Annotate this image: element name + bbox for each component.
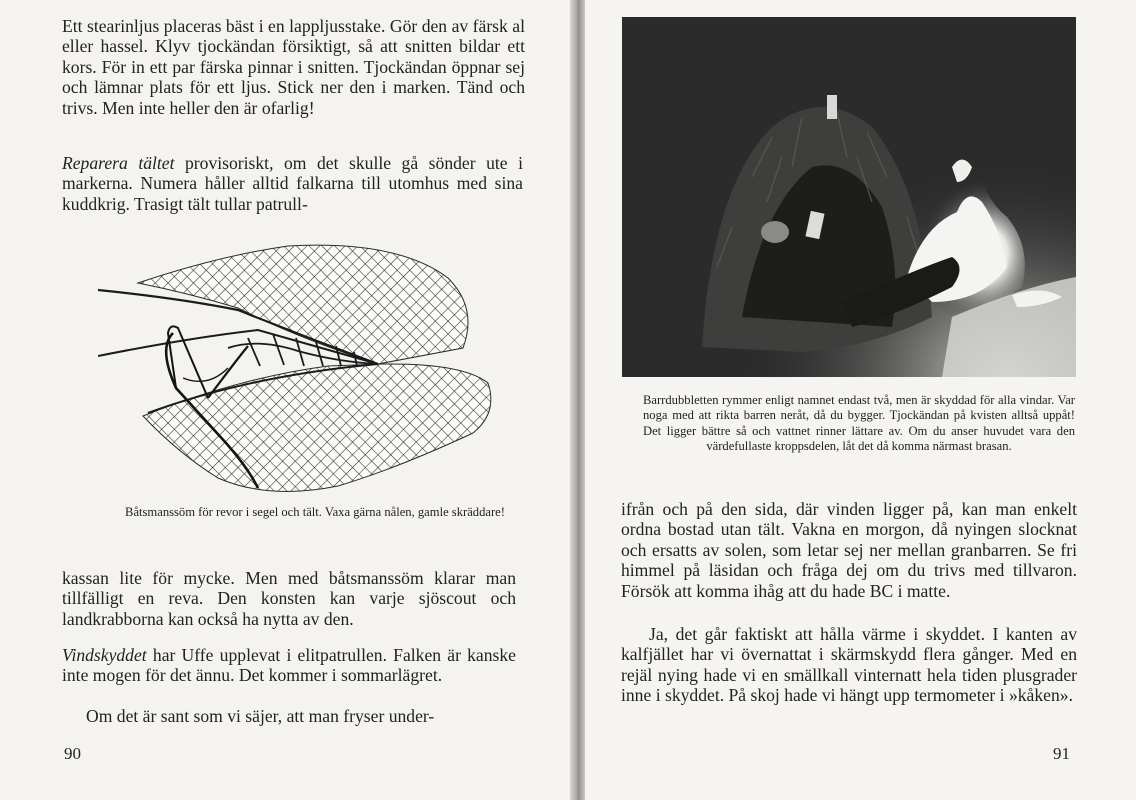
illustration-caption: Båtsmanssöm för revor i segel och tält. Vaxa gärna nålen, gamle skräddare! <box>125 505 505 519</box>
left-paragraph-3: kassan lite för mycke. Men med båtsmanssöm klarar man tillfälligt en reva. Den konsten kan varje sjöscout och landkrabborna kan också ha nytta av den. <box>62 568 516 629</box>
sewing-stitch-illustration <box>98 238 498 500</box>
left-paragraph-4-lead: Vindskyddet <box>62 645 147 665</box>
photo-caption: Barrdubbletten rymmer enligt namnet endast två, men är skyddad för alla vindar. Var noga med att rikta barren neråt, då du bygger. Tjockändan på kvisten alltså uppåt! Det ligger bättre så och vattnet rinner lättare av. Om du anser huvudet vara den värdefullaste kroppsdelen, låt det då komma närmast brasan. <box>643 393 1075 454</box>
left-paragraph-2-lead: Reparera tältet <box>62 153 175 173</box>
page-number-left: 90 <box>64 744 81 763</box>
right-paragraph-1: ifrån och på den sida, där vinden ligger på, kan man enkelt ordna bostad utan tält. Vakna en morgon, då nyingen slocknat och ersatts av solen, som letar sej ner mellan granbarren. Se fri himmel på läsidan och fråga dej om du trivs med tillvaron. Försök att komma ihåg att du hade BC i matte. <box>621 499 1077 601</box>
left-paragraph-1: Ett stearinljus placeras bäst i en lappljusstake. Gör den av färsk al eller hassel. Klyv tjockändan försiktigt, så att snitten bildar ett kors. För in ett par färska pinnar i snitten. Tjockändan öppnar sej och lämnar plats för ett ljus. Stick ner den i marken. Tänd och trivs. Men inte heller den är ofarlig! <box>62 16 525 118</box>
left-paragraph-4-rest: har Uffe upplevat i elitpatrullen. Falken är kanske inte mogen för det ännu. Det kommer i sommarlägret. <box>62 645 516 686</box>
left-paragraph-4 <box>62 645 516 686</box>
left-paragraph-2 <box>62 153 523 214</box>
fire-shelter-photo <box>622 17 1076 377</box>
right-paragraph-2: Ja, det går faktiskt att hålla värme i skyddet. I kanten av kalfjället har vi övernattat i skärmskydd flera gånger. Med en rejäl nying hade vi en smällkall vinternatt hela tiden plusgrader inne i skyddet. På skoj hade vi hängt upp termometer i »kåken». <box>621 624 1077 706</box>
book-gutter <box>570 0 585 800</box>
left-paragraph-5: Om det är sant som vi säjer, att man fryser under- <box>86 706 435 726</box>
page-number-right: 91 <box>1053 744 1070 763</box>
page-right <box>585 0 1136 800</box>
left-paragraph-2-rest: provisoriskt, om det skulle gå sönder ute i markerna. Numera håller alltid falkarna till utomhus med sina kuddkrig. Trasigt tält tullar patrull- <box>62 153 523 214</box>
